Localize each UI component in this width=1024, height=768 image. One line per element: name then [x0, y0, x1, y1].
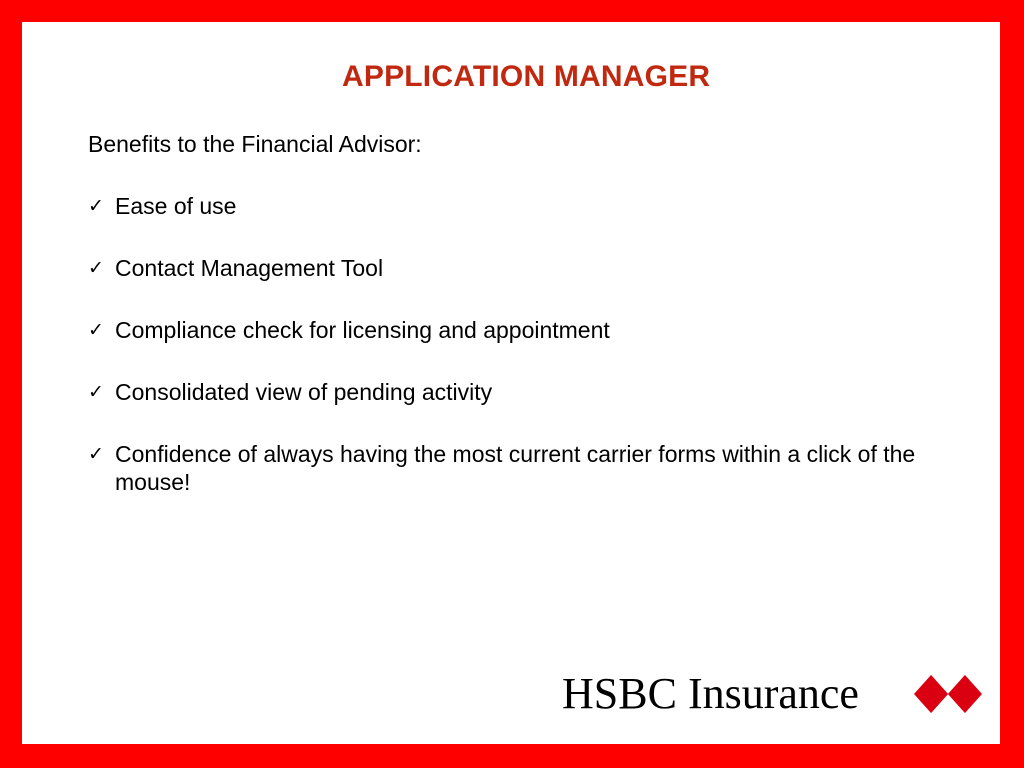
benefit-text: Contact Management Tool	[115, 255, 384, 281]
benefit-list	[88, 192, 918, 530]
benefit-text: Consolidated view of pending activity	[115, 379, 493, 405]
checkmark-icon: ✓	[88, 257, 104, 279]
slide-title: APPLICATION MANAGER	[342, 60, 711, 93]
logo-text: HSBC Insurance	[562, 669, 859, 718]
list-item	[88, 254, 918, 282]
slide-content	[22, 22, 1000, 744]
hsbc-hexagon-icon	[914, 675, 982, 713]
checkmark-icon: ✓	[88, 195, 104, 217]
benefit-text: Ease of use	[115, 193, 237, 219]
list-item	[88, 440, 918, 496]
checkmark-icon: ✓	[88, 443, 104, 465]
list-item	[88, 192, 918, 220]
list-item	[88, 378, 918, 406]
benefit-text: Confidence of always having the most current carrier forms within a click of the mouse!	[115, 441, 916, 495]
checkmark-icon: ✓	[88, 381, 104, 403]
intro-text: Benefits to the Financial Advisor:	[88, 131, 422, 157]
list-item	[88, 316, 918, 344]
benefit-text: Compliance check for licensing and appointment	[115, 317, 610, 343]
hsbc-insurance-logo	[562, 668, 982, 720]
checkmark-icon: ✓	[88, 319, 104, 341]
